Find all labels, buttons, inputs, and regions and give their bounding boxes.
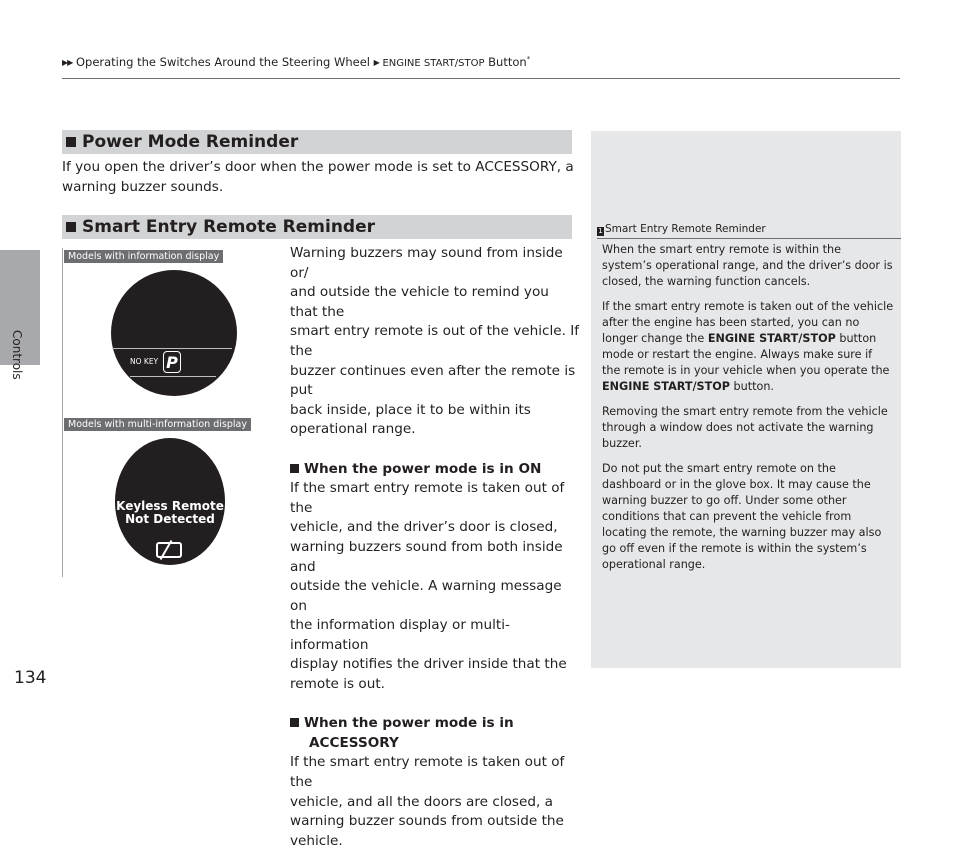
square-bullet-icon xyxy=(290,464,299,473)
key-indicator-icon: P xyxy=(163,351,181,373)
header-rule xyxy=(62,78,900,79)
sidebar-paragraph: Removing the smart entry remote from the vehicle through a window does not activate the warning buzzer. xyxy=(602,405,888,450)
triangle-icon: ▶ xyxy=(373,58,379,67)
warning-line-1: Keyless Remote xyxy=(116,499,224,513)
intro-line: back inside, place it to be within its xyxy=(290,401,531,418)
sidebar-paragraph: When the smart entry remote is within the system’s operational range, and the driver’s door is closed, the warning function cancels. xyxy=(602,243,893,288)
on-line: remote is out. xyxy=(290,676,385,693)
square-bullet-icon xyxy=(66,222,76,232)
square-bullet-icon xyxy=(66,137,76,147)
footnote-mark: * xyxy=(526,55,531,64)
sidebar-body xyxy=(602,242,894,582)
intro-line: buzzer continues even after the remote is put xyxy=(290,362,576,399)
subheading-on: When the power mode is in ON xyxy=(290,460,580,480)
intro-line: and outside the vehicle to remind you that the xyxy=(290,284,549,320)
acc-line: vehicle. xyxy=(290,832,343,849)
section-title: Smart Entry Remote Reminder xyxy=(82,217,376,237)
on-line: the information display or multi-information xyxy=(290,617,510,653)
tag-multi-information-display: Models with multi-information display xyxy=(64,418,251,431)
intro-line: operational range. xyxy=(290,421,416,438)
intro-line: Warning buzzers may sound from inside or/ xyxy=(290,245,563,281)
page-number: 134 xyxy=(14,668,47,688)
square-bullet-icon xyxy=(290,718,299,727)
section-title: Power Mode Reminder xyxy=(82,132,299,152)
section-heading-smart-entry xyxy=(62,215,572,239)
sidebar-paragraph: If the smart entry remote is taken out of the vehicle after the engine has been started, you can no longer change the ENGINE START/STOP button mode or restart the engine. Always make sure if the remote is in your vehicle when you operate the ENGINE START/STOP button. xyxy=(602,300,894,393)
on-line: outside the vehicle. A warning message on xyxy=(290,578,562,614)
acc-line: vehicle, and all the doors are closed, a xyxy=(290,793,553,810)
warning-line-2: Not Detected xyxy=(125,512,215,526)
chapter-label: Controls xyxy=(10,330,24,380)
note-number-icon: 1 xyxy=(598,227,603,235)
on-line: display notifies the driver inside that the xyxy=(290,656,567,673)
sidebar-paragraph: Do not put the smart entry remote on the dashboard or in the glove box. It may cause the warning buzzer to go off. Under some other conditions that can prevent the vehicle from locating the remote, the warning buzzer may also go off even if the remote is within the system’s operational range. xyxy=(602,462,882,571)
power-mode-text: If you open the driver’s door when the power mode is set to ACCESSORY, a warning buzzer sounds. xyxy=(62,159,574,195)
triangle-icon: ▶▶ xyxy=(62,58,73,67)
on-line: If the smart entry remote is taken out of the xyxy=(290,480,565,516)
sidebar-rule xyxy=(597,238,901,239)
information-display-illustration xyxy=(111,270,237,396)
breadcrumb-part-1[interactable]: Operating the Switches Around the Steering Wheel xyxy=(75,55,370,69)
display-line xyxy=(112,348,232,349)
display-line xyxy=(130,376,216,377)
smart-entry-body xyxy=(290,244,580,851)
breadcrumb-part-3: Button xyxy=(488,55,527,69)
section-heading-power-mode xyxy=(62,130,572,154)
warning-message xyxy=(115,500,225,526)
subheading-accessory: When the power mode is in xyxy=(290,714,580,734)
tag-information-display: Models with information display xyxy=(64,250,223,263)
on-line: warning buzzers sound from both inside and xyxy=(290,538,563,575)
subheading-accessory-line2: ACCESSORY xyxy=(309,734,399,751)
intro-line: smart entry remote is out of the vehicle. If the xyxy=(290,323,580,359)
on-line: vehicle, and the driver’s door is closed, xyxy=(290,519,558,536)
breadcrumb-part-2[interactable]: ENGINE START/STOP xyxy=(382,58,485,69)
no-key-label: NO KEY xyxy=(130,357,159,366)
acc-line: If the smart entry remote is taken out of the xyxy=(290,754,565,791)
acc-line: warning buzzer sounds from outside the xyxy=(290,813,564,830)
breadcrumb xyxy=(62,55,530,69)
sidebar-title: 1 Smart Entry Remote Reminder xyxy=(598,223,766,235)
